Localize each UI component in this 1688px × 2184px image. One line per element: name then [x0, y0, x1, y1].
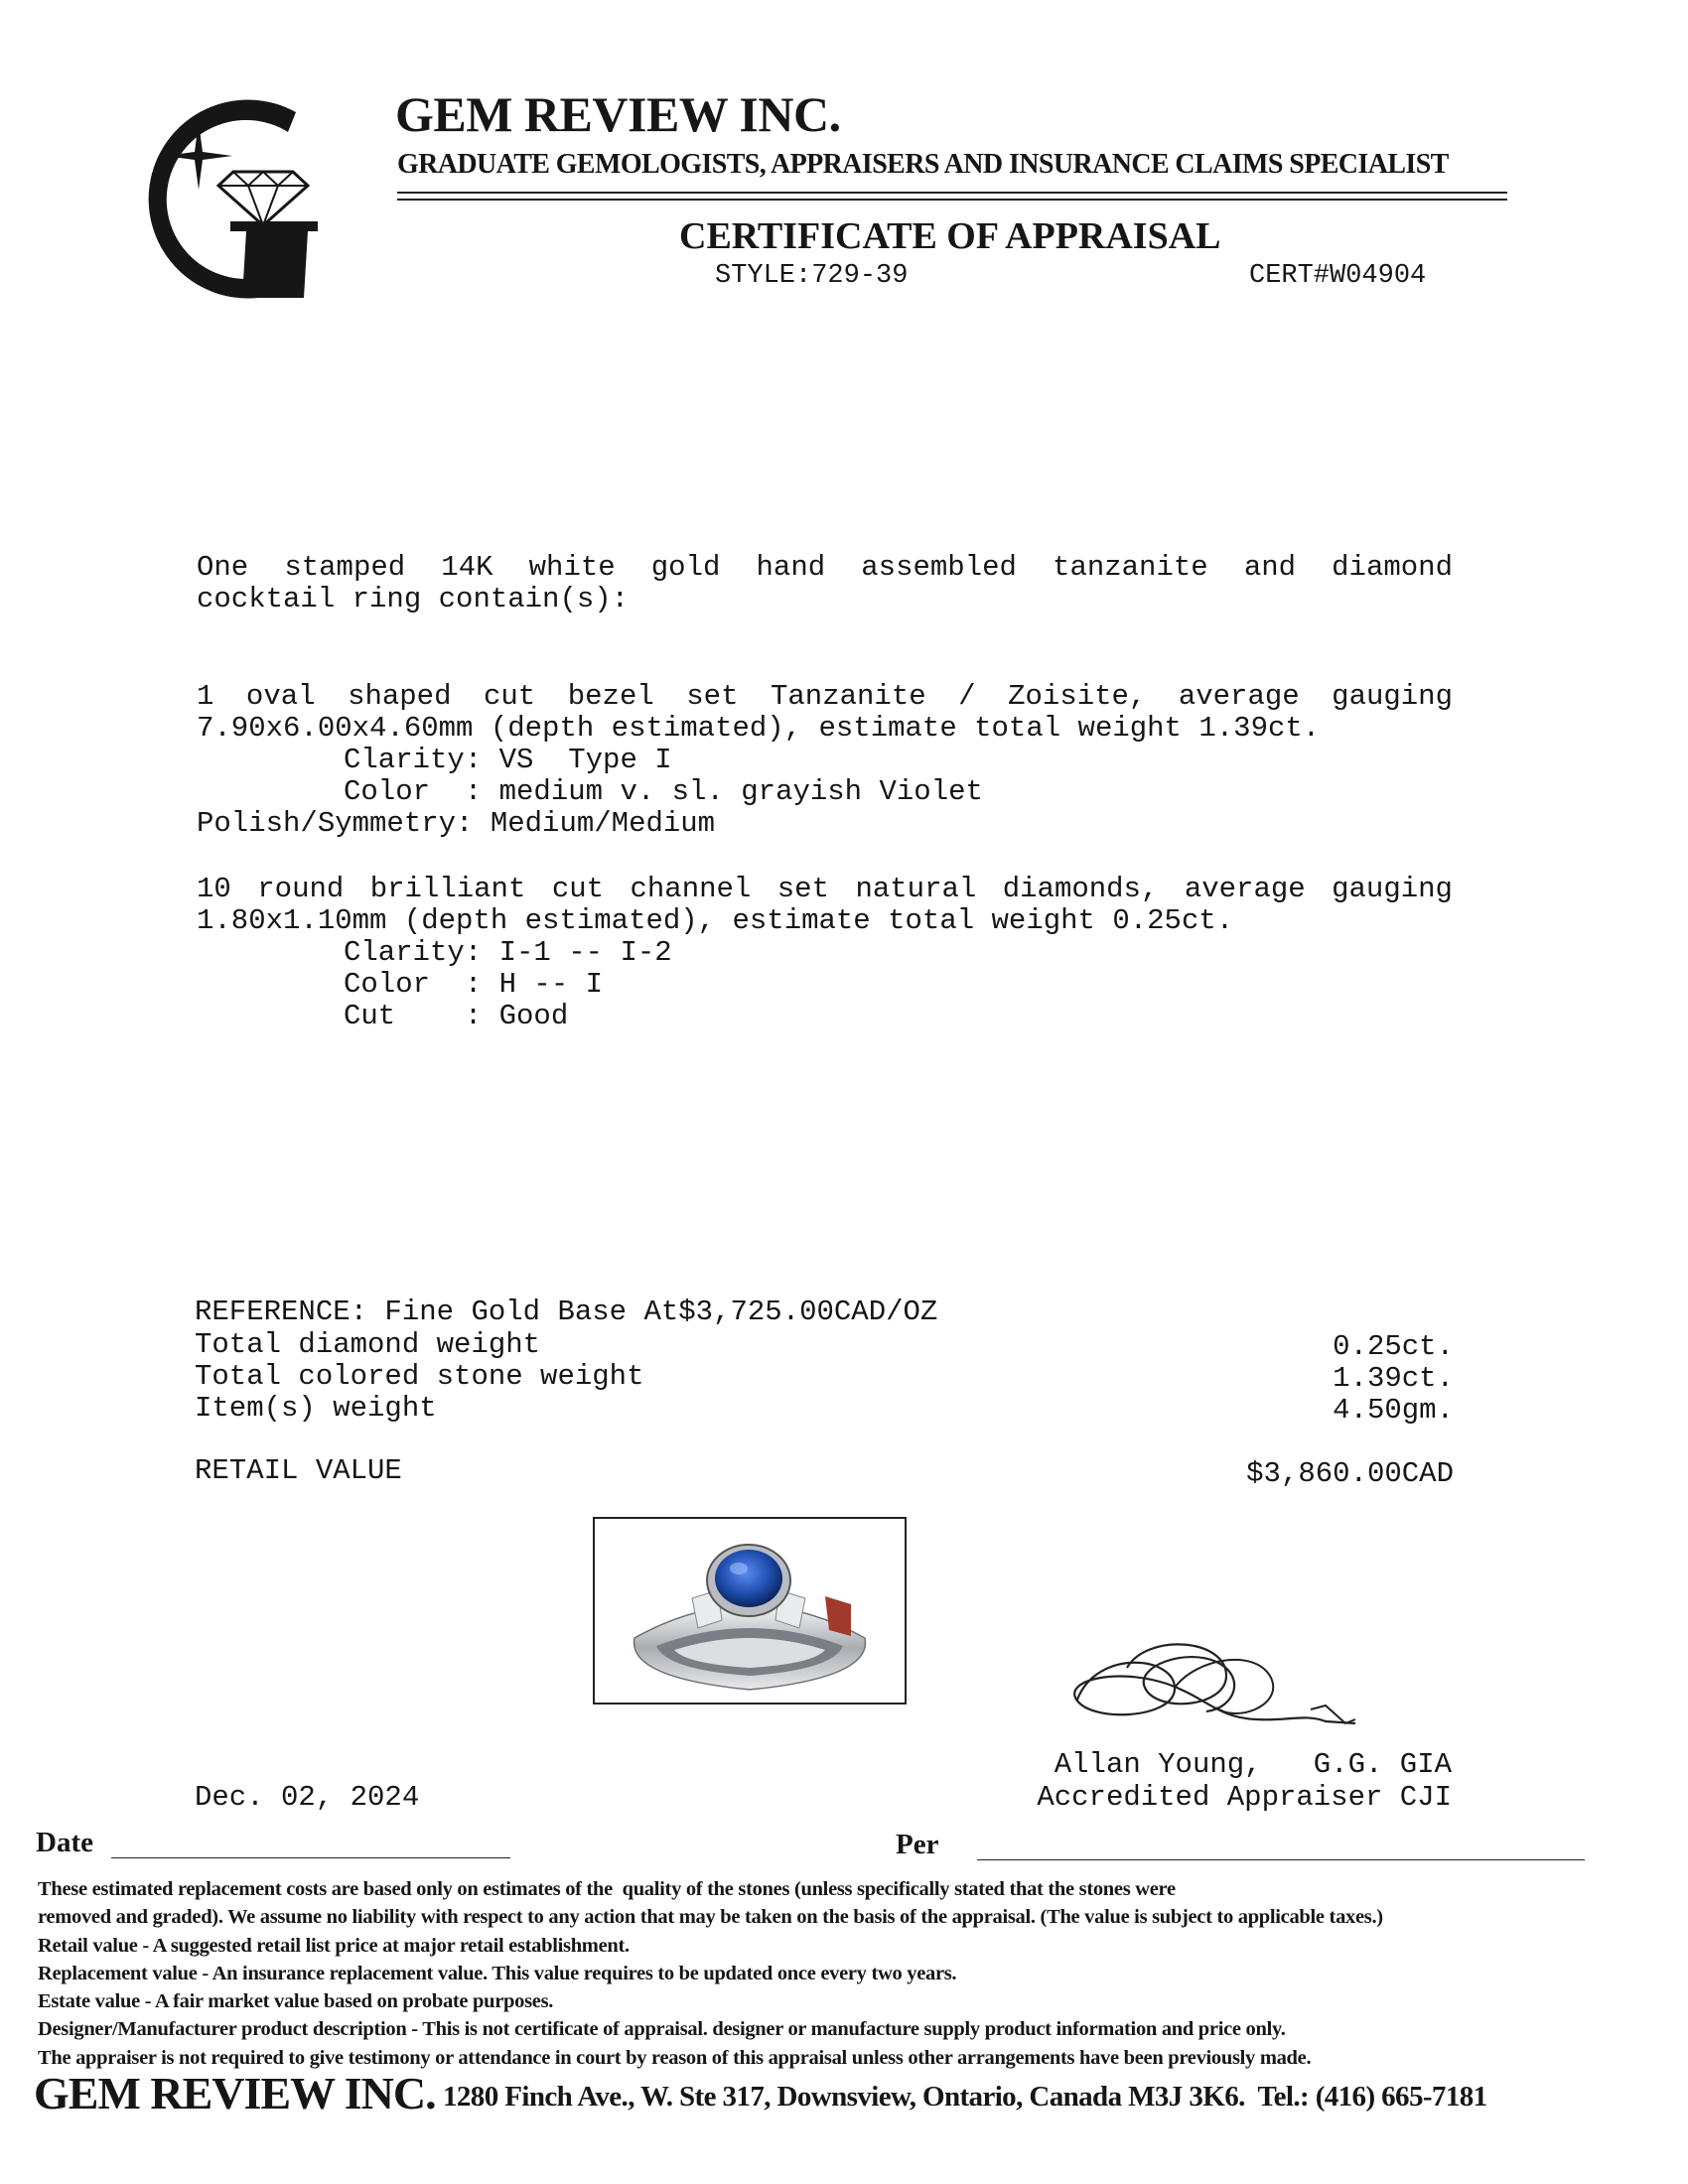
summary-label-colored-weight: Total colored stone weight — [195, 1360, 644, 1393]
disclaimer — [38, 1875, 1666, 2072]
word: average — [1184, 873, 1306, 905]
summary-label-item-weight: Item(s) weight — [195, 1392, 437, 1425]
item-description-line2: cocktail ring contain(s): — [197, 583, 630, 615]
style-number: STYLE:729-39 — [715, 261, 909, 291]
header-rule-top — [397, 192, 1507, 194]
summary-value-diamond-weight: 0.25ct. — [1333, 1330, 1454, 1363]
disclaimer-line: These estimated replacement costs are based only on estimates of the quality of the stones (unless specifically stated that the stones were — [38, 1878, 1176, 1900]
footer-address: 1280 Finch Ave., W. Ste 317, Downsview, Ontario, Canada M3J 3K6. Tel.: (416) 665-7181 — [443, 2081, 1487, 2113]
appraiser-title: Accredited Appraiser CJI — [1037, 1781, 1452, 1814]
word: shaped — [348, 680, 452, 713]
footer-company-name: GEM REVIEW INC. — [34, 2068, 436, 2118]
word: Tanzanite — [771, 680, 926, 713]
diamonds-color: Color : H -- I — [344, 968, 604, 1001]
tanzanite-line2: 7.90x6.00x4.60mm (depth estimated), estimate total weight 1.39ct. — [197, 712, 1321, 745]
ring-illustration — [595, 1519, 905, 1703]
disclaimer-line: Estate value - A fair market value based on probate purposes. — [38, 1990, 554, 2013]
company-logo-icon — [139, 94, 348, 303]
word: brilliant — [369, 873, 526, 905]
word: One — [197, 551, 249, 584]
tanzanite-polish: Polish/Symmetry: Medium/Medium — [197, 807, 716, 840]
word: average — [1178, 680, 1300, 713]
word: stamped — [284, 551, 406, 584]
word: 1 — [197, 680, 214, 713]
diamonds-cut: Cut : Good — [344, 1000, 569, 1032]
tanzanite-line1 — [197, 681, 1453, 714]
word: cut — [551, 873, 605, 905]
disclaimer-line: Designer/Manufacturer product description - This is not certificate of appraisal. designer or manufacture supply product information and price only. — [38, 2018, 1286, 2041]
tanzanite-clarity: Clarity: VS Type I — [344, 744, 672, 776]
word: cut — [484, 680, 536, 713]
summary-value-colored-weight: 1.39ct. — [1333, 1362, 1454, 1395]
word: diamond — [1332, 551, 1453, 584]
company-name: GEM REVIEW INC. — [395, 86, 841, 142]
word: and — [1243, 551, 1297, 584]
word: set — [776, 873, 829, 905]
word: diamonds, — [1002, 873, 1159, 905]
word: / — [958, 680, 976, 713]
certificate-number: CERT#W04904 — [1249, 261, 1427, 291]
word: oval — [245, 680, 316, 713]
word: natural — [855, 873, 977, 905]
diamonds-line2: 1.80x1.10mm (depth estimated), estimate total weight 0.25ct. — [197, 904, 1234, 937]
gold-reference: REFERENCE: Fine Gold Base At$3,725.00CAD/OZ — [195, 1296, 938, 1328]
per-label: Per — [896, 1829, 939, 1860]
word: white — [528, 551, 616, 584]
word: round — [257, 873, 345, 905]
date-label: Date — [36, 1827, 93, 1858]
appraisal-date: Dec. 02, 2024 — [195, 1781, 420, 1814]
disclaimer-line: Replacement value - An insurance replacement value. This value requires to be updated once every two years. — [38, 1962, 957, 1984]
word: channel — [630, 873, 752, 905]
word: Zoisite, — [1008, 680, 1147, 713]
appraiser-name: Allan Young, G.G. GIA — [1054, 1748, 1452, 1781]
tanzanite-color: Color : medium v. sl. grayish Violet — [344, 775, 983, 808]
retail-value-label: RETAIL VALUE — [195, 1454, 402, 1487]
per-underline — [977, 1859, 1585, 1860]
word: gauging — [1332, 680, 1453, 713]
company-tagline: GRADUATE GEMOLOGISTS, APPRAISERS AND INSURANCE CLAIMS SPECIALIST — [397, 149, 1449, 180]
disclaimer-line: removed and graded). We assume no liability with respect to any action that may be taken on the basis of the appraisal. (The value is subject to applicable taxes.) — [38, 1906, 1383, 1929]
diamonds-clarity: Clarity: I-1 -- I-2 — [344, 936, 672, 969]
appraiser-signature — [1057, 1628, 1385, 1757]
disclaimer-line: Retail value - A suggested retail list price at major retail establishment. — [38, 1934, 630, 1957]
date-underline — [111, 1857, 510, 1858]
word: set — [686, 680, 739, 713]
retail-value-amount: $3,860.00CAD — [1246, 1457, 1454, 1490]
certificate-title: CERTIFICATE OF APPRAISAL — [679, 215, 1221, 257]
word: hand — [756, 551, 826, 584]
summary-value-item-weight: 4.50gm. — [1333, 1394, 1454, 1427]
summary-label-diamond-weight: Total diamond weight — [195, 1328, 541, 1361]
header-rule-bottom — [397, 199, 1507, 201]
item-description-line1 — [197, 552, 1453, 585]
word: assembled — [861, 551, 1017, 584]
word: gold — [650, 551, 721, 584]
word: 14K — [441, 551, 493, 584]
word: bezel — [567, 680, 654, 713]
diamonds-line1 — [197, 874, 1453, 906]
disclaimer-line: The appraiser is not required to give testimony or attendance in court by reason of this appraisal unless other arrangements have been previously made. — [38, 2046, 1312, 2069]
ring-photo — [593, 1517, 907, 1705]
word: tanzanite — [1053, 551, 1208, 584]
word: 10 — [197, 873, 231, 905]
word: gauging — [1332, 873, 1453, 905]
